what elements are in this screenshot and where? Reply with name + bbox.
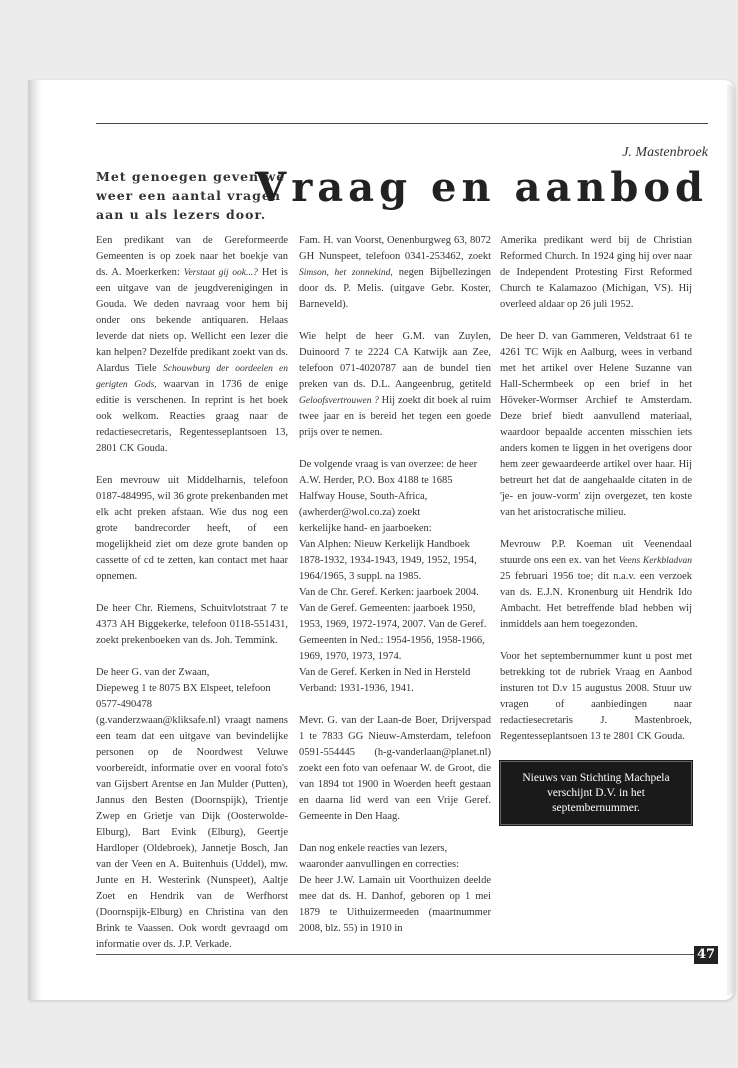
book-title: Verstaat gij ook...? xyxy=(183,268,258,278)
book-title: Schouwburg der oordeelen en gerigten Gods, xyxy=(96,364,288,390)
column-3 xyxy=(500,233,692,825)
bottom-rule xyxy=(96,954,694,955)
column-2 xyxy=(299,233,491,937)
page-edge xyxy=(727,84,735,996)
paragraph: De heer G. van der Zwaan, Diepeweg 1 te 8075 BX Elspeet, telefoon 0577-490478 (g.vanderzwaan@kliksafe.nl) vraagt namens een team dat een uitgave van bevindelijke personen op de Noordwest Veluwe voorbereidt, informatie over en vooral foto's van Gijsbert Arentse en Jan Mulder (Putten), Jannus den Besten (Doornspijk), Trientje Zwep en Grietje van Dijk (Oosterwolde-Elburg), Bart Evink (Elburg), Geertje Hardloper (Oldebroek), Jannetje Bosch, Jan van der Veen en A. Buitenhuis (Uddel), mw. Junte en H. Westerink (Nunspeet), Aaltje Zoet en Hendrik van de Werfhorst (Doornspijk-Elburg) en Christina van den Brink te Vaassen. Ook wordt gevraagd om informatie over ds. J.P. Verkade. xyxy=(96,667,288,950)
paragraph: Een predikant van de Gereformeerde Gemeenten is op zoek naar het boekje van ds. A. Moerkerken: Verstaat gij ook...? Het is een uitgave van de jeugdverenigingen in Gouda. We deden navraag voor hem bij onder ons bekende antiquaren. Helaas leverde dat niets op. Wellicht een lezer die kan helpen? Dezelfde predikant zoekt van ds. Alardus Tiele Schouwburg der oordeelen en gerigten Gods, waarvan in 1736 de enige editie is verschenen. In reprint is het boek ook welkom. Reacties graag naar de redactiesecretaris, Regentesseplantsoen 13, 2801 CK Gouda. xyxy=(96,235,288,454)
column-1 xyxy=(96,233,288,969)
paragraph: Mevrouw P.P. Koeman uit Veenendaal stuurde ons een ex. van het Veens Kerkbladvan 25 februari 1956 toe; dit n.a.v. een verzoek van ds. E.J.N. Kronenburg uit Hendrik Ido Ambacht. Het betreffende blad hebben wij inmiddels aan hem toegezonden. xyxy=(500,539,693,630)
intro-text: Met genoegen geven we weer een aantal vragen aan u als lezers door. xyxy=(96,169,286,222)
page-spine-shadow xyxy=(28,80,42,1000)
book-title: Geloofsvertrouwen ? xyxy=(299,396,379,406)
author-byline: J. Mastenbroek xyxy=(622,145,708,160)
paragraph: Fam. H. van Voorst, Oenenburgweg 63, 8072 GH Nunspeet, telefoon 0341-253462, zoekt Simson, het zonnekind, negen Bijbellezingen door ds. P. Melis. (uitgave Gebr. Koster, Barneveld). xyxy=(299,235,491,310)
paragraph: De heer Chr. Riemens, Schuitvlotstraat 7 te 4373 AH Biggekerke, telefoon 0118-551431, zoekt prekenboeken van ds. Joh. Temmink. xyxy=(96,603,288,646)
notice-box: Nieuws van Stichting Machpela verschijnt D.V. in het septembernummer. xyxy=(500,761,692,825)
paragraph: De volgende vraag is van overzee: de heer A.W. Herder, P.O. Box 4188 te 1685 Halfway House, South-Africa, (awherder@wol.co.za) zoekt kerkelijke hand- en jaarboeken: Van Alphen: Nieuw Kerkelijk Handboek 1878-1932, 1934-1943, 1949, 1952, 1954, 1964/1965, 3 suppl. na 1985. Van de Chr. Geref. Kerken: jaarboek 2004. Van de Geref. Gemeenten: jaarboek 1950, 1953, 1969, 1972-1974, 2007. Van de Geref. Gemeenten in Ned.: 1954-1956, 1958-1966, 1969, 1970, 1973, 1974. Van de Geref. Kerken in Ned in Hersteld Verband: 1931-1936, 1941. xyxy=(299,459,487,694)
paragraph: Mevr. G. van der Laan-de Boer, Drijverspad 1 te 7833 GG Nieuw-Amsterdam, telefoon 0591-554445 (h-g-vanderlaan@planet.nl) zoekt een foto van oefenaar W. de Groot, die van 1894 tot 1900 in Woerden heeft gestaan en daarna lid werd van een Vrije Geref. Gemeente in Den Haag. xyxy=(299,715,491,822)
paragraph: Amerika predikant werd bij de Christian Reformed Church. In 1924 ging hij over naar de Independent Protesting First Reformed Church te Kalamazoo (Michigan, VS). Hij overleed aldaar op 26 juli 1952. xyxy=(500,235,692,310)
page-number: 47 xyxy=(694,946,718,964)
paragraph: Wie helpt de heer G.M. van Zuylen, Duinoord 7 te 2224 CA Katwijk aan Zee, telefoon 071-4020787 aan de bundel tien preken van ds. D.L. Aangeenbrug, getiteld Geloofsvertrouwen ? Hij zoekt dit boek al ruim twee jaar en is bereid het tegen een goede prijs over te nemen. xyxy=(299,331,491,438)
paragraph: Een mevrouw uit Middelharnis, telefoon 0187-484995, wil 36 grote prekenbanden met elk acht preken afstaan. Wie dus nog een grote bandrecorder heeft, of een mogelijkheid ziet om deze grote banden op cassette of cd te zetten, kan contact met haar opnemen. xyxy=(96,475,288,582)
paragraph: Dan nog enkele reacties van lezers, waaronder aanvullingen en correcties: De heer J.W. Lamain uit Voorthuizen deelde mee dat ds. H. Danhof, geboren op 1 mei 1879 te Uithuizermeeden (maartnummer 2008, blz. 55) in 1910 in xyxy=(299,843,491,934)
publication-title: Veens Kerkbladvan xyxy=(618,556,693,566)
paragraph: De heer D. van Gammeren, Veldstraat 61 te 4261 TC Wijk en Aalburg, wees in verband met het artikel over Helene Suzanne van Hall-Schermbeek op een brief in het Höveker-Wormser Archief te Amsterdam. Deze brief biedt aanvullend materiaal, waardoor bepaalde accenten misschien iets anders komen te liggen in het overigens door hem zeer gewaardeerde artikel over haar. Hij betreurt het dat de aangehaalde citaten in de 'je- en jouw-vorm' zijn overgezet, ten koste van het aristocratische milieu. xyxy=(500,331,692,518)
paragraph: Voor het septembernummer kunt u post met betrekking tot de rubriek Vraag en Aanbod insturen tot D.v 15 augustus 2008. Stuur uw vragen of aanbiedingen naar redactiesecretaris J. Mastenbroek, Regentesseplantsoen 13 te 2801 CK Gouda. xyxy=(500,651,692,742)
book-title: Simson, het zonnekind, xyxy=(299,268,393,278)
article-title: Vraag en aanbod xyxy=(255,164,708,211)
top-rule xyxy=(96,123,708,124)
